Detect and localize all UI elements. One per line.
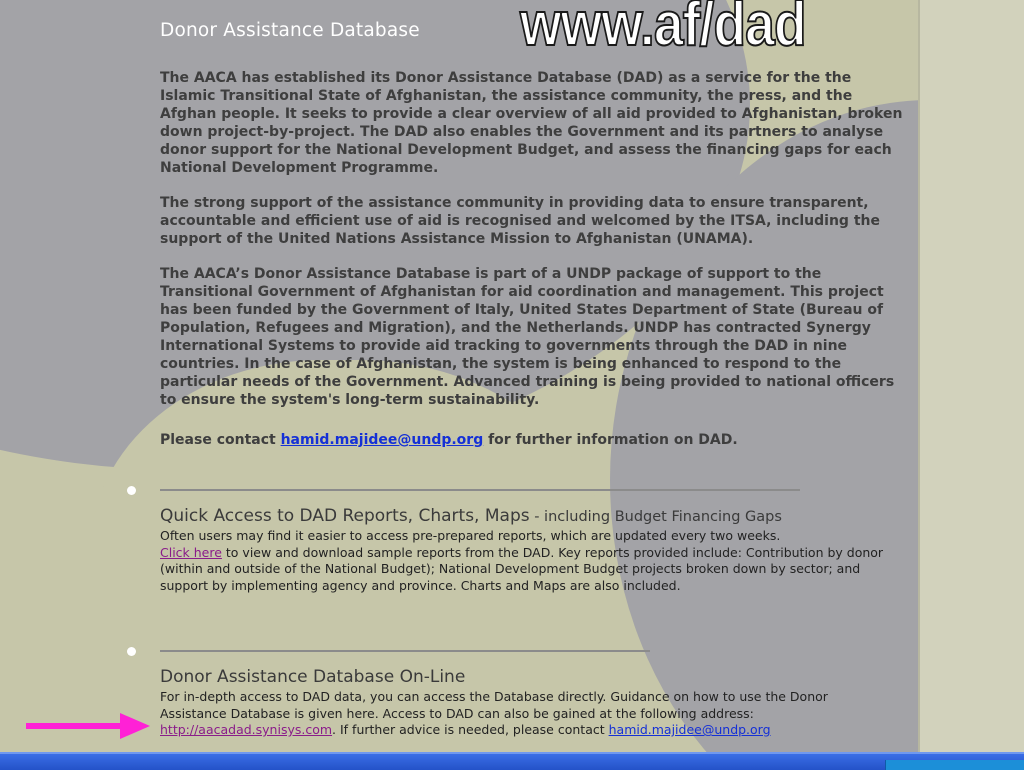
section-divider	[160, 489, 800, 491]
intro-paragraph: The AACA has established its Donor Assistance Database (DAD) as a service for the the Islamic Transitional State of Afghanistan, the assistance community, the press, and the Afghan people. It seeks to provide a clear overview of all aid provided to Afghanistan, broken down project-by-project. The DAD also enables the Government and its partners to analyse donor support for the National Development Budget, and assess the financing gaps for each National Development Programme.	[160, 70, 903, 176]
contact-suffix: for further information on DAD.	[483, 432, 738, 448]
contact-paragraph	[160, 431, 910, 449]
dad-url-link[interactable]: http://aacadad.synisys.com	[160, 722, 333, 738]
section-text-quick-access	[160, 528, 890, 594]
bullet-dot-icon	[127, 486, 136, 495]
online-text: For in-depth access to DAD data, you can access the Database directly. Guidance on how to use the Donor Assistance Database is given here. Access to DAD can also be gained at the following address:	[160, 689, 828, 721]
arrow-right-icon	[26, 712, 150, 740]
system-tray[interactable]	[885, 760, 1024, 770]
online-email-link[interactable]: hamid.majidee@undp.org	[608, 722, 771, 738]
click-here-link[interactable]: Click here	[160, 544, 222, 560]
online-mid: . If further advice is needed, please contact	[332, 722, 609, 738]
taskbar	[0, 752, 1024, 770]
contact-email-link[interactable]: hamid.majidee@undp.org	[280, 432, 484, 448]
section-title-quick-access: Quick Access to DAD Reports, Charts, Maps - including Budget Financing Gaps	[160, 506, 782, 526]
bullet-dot-icon	[127, 647, 136, 656]
window-side-panel	[918, 0, 1024, 752]
contact-prefix: Please contact	[160, 432, 281, 448]
section-subtitle: - including Budget Financing Gaps	[529, 509, 782, 525]
quick-rest: to view and download sample reports from the DAD. Key reports provided include: Contribution by donor (within and outside of the National Budget); National Development Budget projects broken down by sector; and support by implementing agency and province. Charts and Maps are also included.	[160, 544, 884, 593]
intro-paragraph: The AACA’s Donor Assistance Database is part of a UNDP package of support to the Transitional Government of Afghanistan for aid coordination and management. This project has been funded by the Government of Italy, United States Department of State (Bureau of Population, Refugees and Migration), and the Netherlands. UNDP has contracted Synergy International Systems to provide aid tracking to governments through the DAD in nine countries. In the case of Afghanistan, the system is being enhanced to respond to the particular needs of the Government. Advanced training is being provided to national officers to ensure the system's long-term sustainability.	[160, 266, 895, 408]
page-title: Donor Assistance Database	[160, 20, 420, 41]
intro-paragraph: The strong support of the assistance community in providing data to ensure transparent, accountable and efficient use of aid is recognised and welcomed by the ITSA, including the support of the United Nations Assistance Mission to Afghanistan (UNAMA).	[160, 195, 880, 247]
quick-line: Often users may find it easier to access pre-prepared reports, which are updated every two weeks.	[160, 528, 781, 543]
section-divider	[160, 650, 650, 652]
banner-url-text: www.af/dad	[520, 0, 806, 59]
section-title-online: Donor Assistance Database On-Line	[160, 667, 466, 687]
section-text-online	[160, 689, 890, 739]
